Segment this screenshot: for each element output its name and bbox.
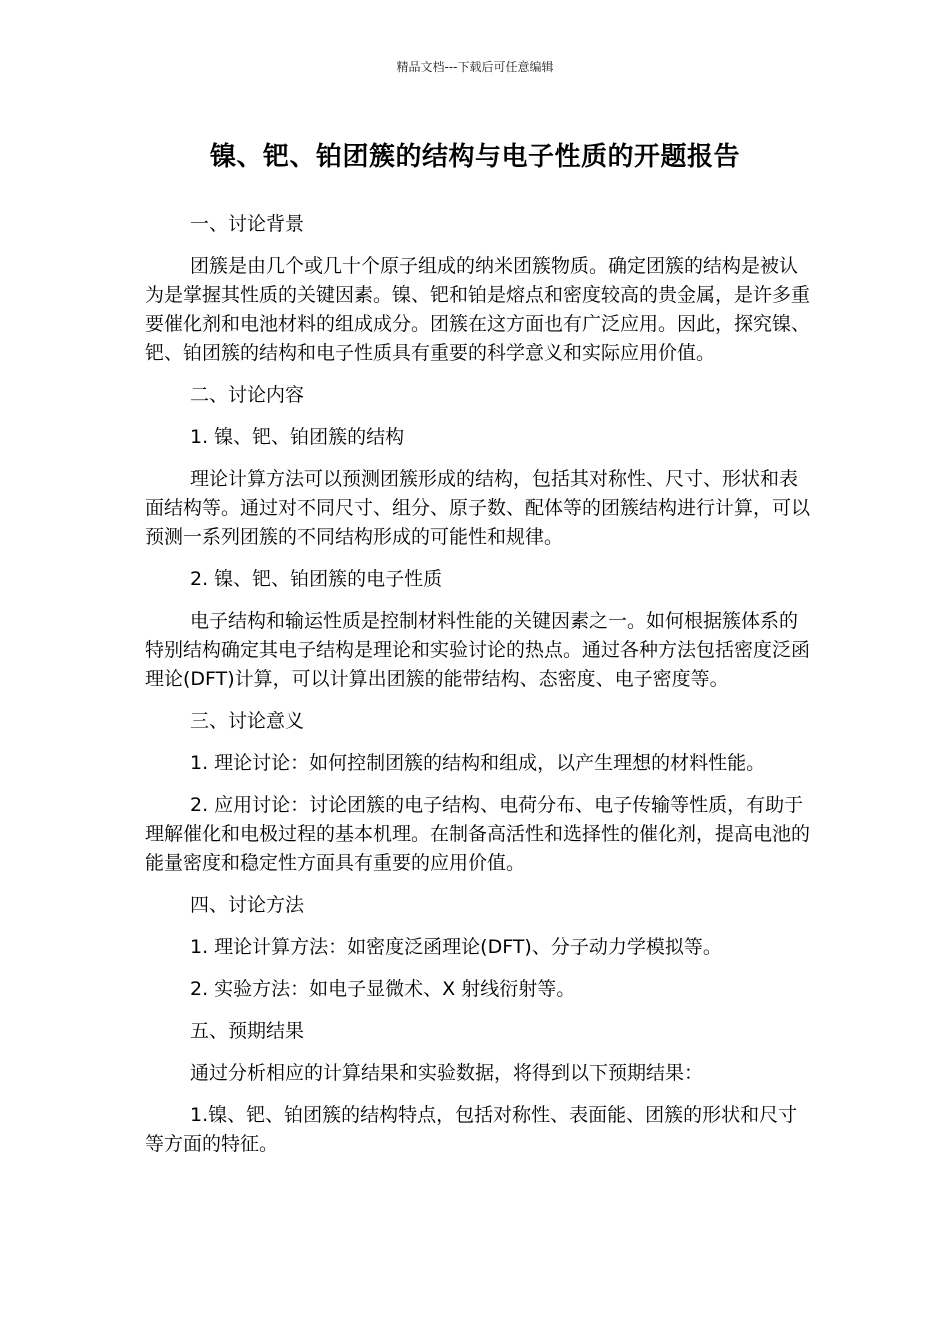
paragraph-results-intro: 通过分析相应的计算结果和实验数据，将得到以下预期结果：	[190, 1062, 704, 1084]
item-experiment-method: 2. 实验方法：如电子显微术、X 射线衍射等。	[190, 978, 576, 1000]
subheading-structure: 1. 镍、钯、铂团簇的结构	[190, 426, 405, 448]
page-header: 精品文档---下载后可任意编辑	[396, 60, 554, 74]
paragraph-structure: 理论计算方法可以预测团簇形成的结构，包括其对称性、尺寸、形状和表面结构等。通过对不同尺寸、组分、原子数、配体等的团簇结构进行计算，可以预测一系列团簇的不同结构形成的可能性和规律。	[145, 468, 811, 548]
item-result-structure: 1.镍、钯、铂团簇的结构特点，包括对称性、表面能、团簇的形状和尺寸等方面的特征。	[145, 1104, 798, 1155]
section-heading-results: 五、预期结果	[190, 1020, 305, 1042]
item-theory-method: 1. 理论计算方法：如密度泛函理论(DFT)、分子动力学模拟等。	[190, 936, 722, 958]
section-heading-background: 一、讨论背景	[190, 213, 305, 235]
paragraph-background: 团簇是由几个或几十个原子组成的纳米团簇物质。确定团簇的结构是被认为是掌握其性质的关键因素。镍、钯和铂是熔点和密度较高的贵金属，是许多重要催化剂和电池材料的组成成分。团簇在这方面也有广泛应用。因此，探究镍、钯、铂团簇的结构和电子性质具有重要的科学意义和实际应用价值。	[145, 255, 811, 364]
subheading-electronic: 2. 镍、钯、铂团簇的电子性质	[190, 568, 443, 590]
paragraph-electronic: 电子结构和输运性质是控制材料性能的关键因素之一。如何根据簇体系的特别结构确定其电子结构是理论和实验讨论的热点。通过各种方法包括密度泛函理论(DFT)计算，可以计算出团簇的能带结构、态密度、电子密度等。	[145, 610, 811, 690]
item-theory-significance: 1. 理论讨论：如何控制团簇的结构和组成，以产生理想的材料性能。	[190, 752, 766, 774]
section-heading-significance: 三、讨论意义	[190, 710, 305, 732]
document-body	[145, 210, 810, 1172]
section-heading-methods: 四、讨论方法	[190, 894, 305, 916]
section-heading-content: 二、讨论内容	[190, 384, 305, 406]
item-application-significance: 2. 应用讨论：讨论团簇的电子结构、电荷分布、电子传输等性质，有助于理解催化和电极过程的基本机理。在制备高活性和选择性的催化剂，提高电池的能量密度和稳定性方面具有重要的应用价值。	[145, 794, 811, 874]
document-title: 镍、钯、铂团簇的结构与电子性质的开题报告	[209, 142, 740, 172]
